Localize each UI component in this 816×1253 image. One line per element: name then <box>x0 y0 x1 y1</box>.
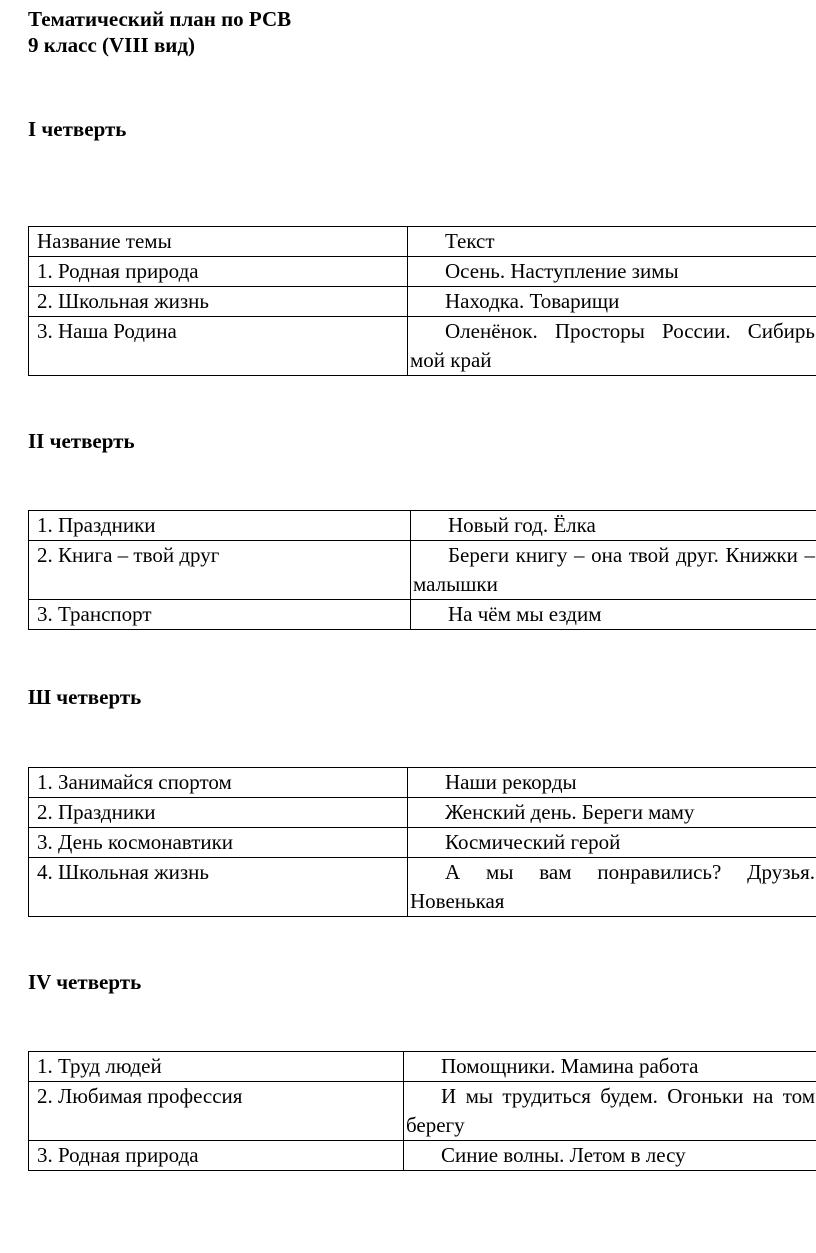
text-cell: Осень. Наступление зимы <box>408 257 816 287</box>
theme-header: Название темы <box>29 227 408 257</box>
title-line-1: Тематический план по РСВ <box>28 7 292 31</box>
quarter-1-table <box>28 226 816 376</box>
text-cell: Береги книгу – она твой друг. Книжки – малышки <box>411 541 816 600</box>
quarter-4-table <box>28 1051 816 1171</box>
theme-cell: 1. Родная природа <box>29 257 408 287</box>
text-cell: На чём мы ездим <box>411 600 816 630</box>
theme-cell: 2. Книга – твой друг <box>29 541 411 600</box>
quarter-3-table <box>28 767 816 917</box>
theme-cell: 2. Любимая профессия <box>29 1082 404 1141</box>
table-row <box>29 317 816 376</box>
title-line-2: 9 класс (VIII вид) <box>28 33 196 57</box>
theme-cell: 3. День космонавтики <box>29 828 408 858</box>
text-cell: И мы трудиться будем. Огоньки на том берегу <box>404 1082 816 1141</box>
theme-cell: 3. Транспорт <box>29 600 411 630</box>
text-cell: Помощники. Мамина работа <box>404 1052 816 1082</box>
table-row <box>29 511 816 541</box>
table-row <box>29 1141 816 1171</box>
theme-cell: 2. Школьная жизнь <box>29 287 408 317</box>
theme-cell: 2. Праздники <box>29 798 408 828</box>
text-cell: Наши рекорды <box>408 768 816 798</box>
table-row <box>29 600 816 630</box>
text-cell: Находка. Товарищи <box>408 287 816 317</box>
table-row <box>29 798 816 828</box>
text-cell: Новый год. Ёлка <box>411 511 816 541</box>
quarter-1-heading: I четверть <box>28 117 127 141</box>
theme-cell: 4. Школьная жизнь <box>29 858 408 917</box>
text-cell: Женский день. Береги маму <box>408 798 816 828</box>
theme-cell: 3. Родная природа <box>29 1141 404 1171</box>
text-cell: Космический герой <box>408 828 816 858</box>
text-cell: А мы вам понравились? Друзья. Новенькая <box>408 858 816 917</box>
theme-cell: 1. Праздники <box>29 511 411 541</box>
quarter-4-heading: IV четверть <box>28 970 142 994</box>
quarter-2-table <box>28 510 816 630</box>
table-row <box>29 828 816 858</box>
document-title <box>28 6 291 58</box>
table-row <box>29 1082 816 1141</box>
quarter-2-heading: II четверть <box>28 429 135 453</box>
quarter-3-heading: Ш четверть <box>28 685 142 709</box>
table-header-row <box>29 227 816 257</box>
table-row <box>29 541 816 600</box>
table-row <box>29 1052 816 1082</box>
text-cell: Синие волны. Летом в лесу <box>404 1141 816 1171</box>
theme-cell: 1. Занимайся спортом <box>29 768 408 798</box>
theme-cell: 1. Труд людей <box>29 1052 404 1082</box>
text-header: Текст <box>408 227 816 257</box>
text-cell: Оленёнок. Просторы России. Сибирь мой край <box>408 317 816 376</box>
table-row <box>29 858 816 917</box>
table-row <box>29 768 816 798</box>
theme-cell: 3. Наша Родина <box>29 317 408 376</box>
table-row <box>29 257 816 287</box>
table-row <box>29 287 816 317</box>
